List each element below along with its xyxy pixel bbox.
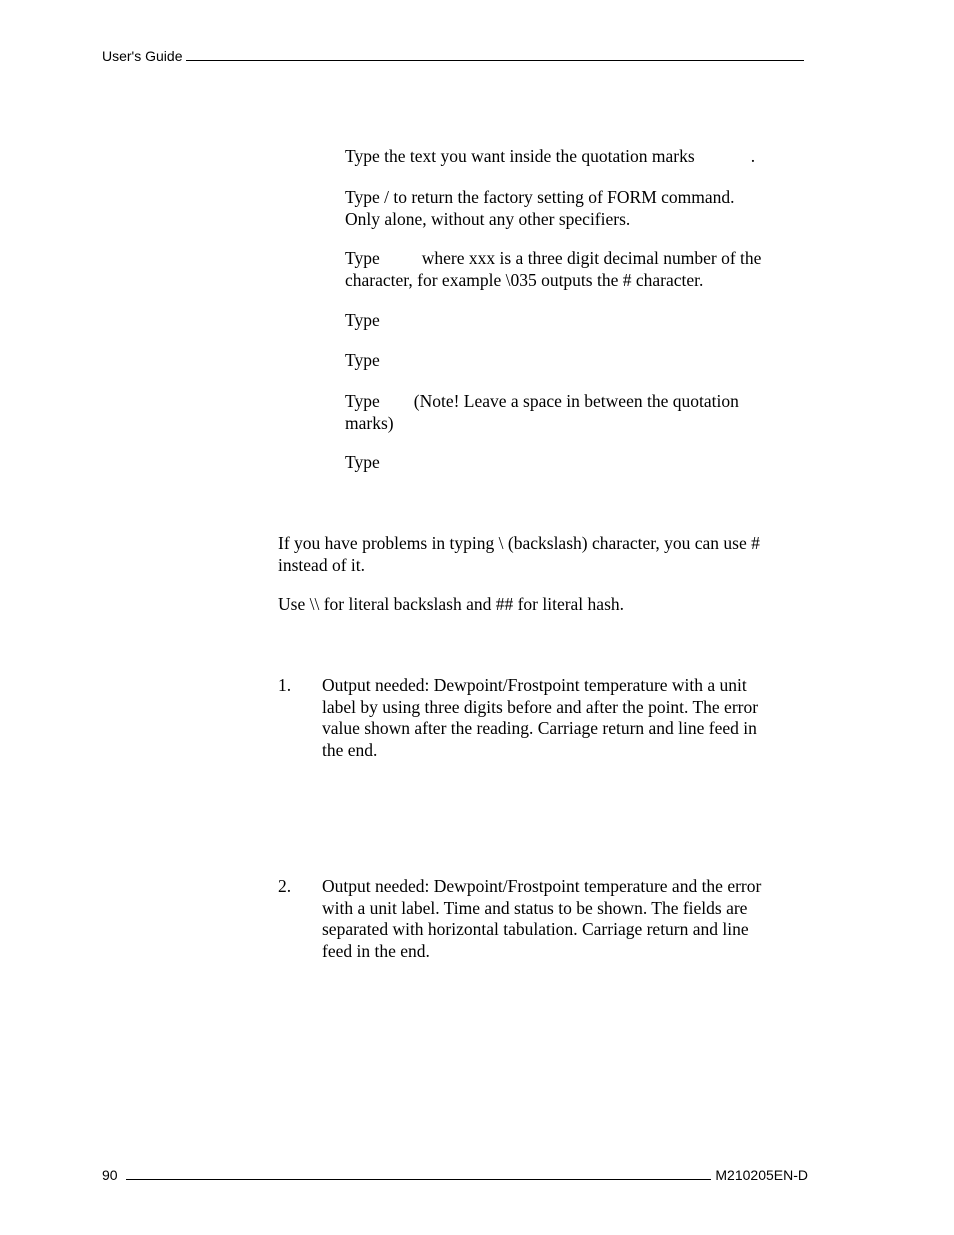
example-2-text <box>322 876 797 962</box>
type-instruction-3: Type <box>345 452 380 472</box>
document-code: M210205EN-D <box>715 1167 808 1183</box>
page-footer <box>102 1167 808 1183</box>
space-rest: (Note! Leave a space in between the quotation <box>413 391 739 411</box>
backslash-note-line-1: If you have problems in typing \ (backslash) character, you can use # <box>278 533 760 553</box>
text-instruction-prefix: Type the text you want inside the quotation marks <box>345 146 695 166</box>
space-line-2: marks) <box>345 412 394 433</box>
text-instruction-suffix: . <box>750 146 756 166</box>
example-1-line: Output needed: Dewpoint/Frostpoint temperature with a unit <box>322 675 747 695</box>
space-prefix: Type <box>345 391 380 411</box>
decimal-instruction <box>345 248 795 291</box>
example-1-line: value shown after the reading. Carriage return and line feed in <box>322 718 757 738</box>
header-rule <box>186 59 804 61</box>
example-2-line: with a unit label. Time and status to be shown. The fields are <box>322 897 748 918</box>
footer-rule <box>126 1178 712 1180</box>
decimal-rest: where xxx is a three digit decimal number of the <box>421 248 762 268</box>
example-2-line: feed in the end. <box>322 940 430 961</box>
example-1-text <box>322 675 797 761</box>
reset-instruction <box>345 187 795 230</box>
backslash-note-line-2: instead of it. <box>278 554 365 575</box>
page-number: 90 <box>102 1167 118 1183</box>
reset-line-1: Type / to return the factory setting of FORM command. <box>345 187 735 207</box>
example-1-line: label by using three digits before and after the point. The error <box>322 696 759 717</box>
example-2-line: separated with horizontal tabulation. Carriage return and line <box>322 919 749 939</box>
header-title: User's Guide <box>102 48 183 64</box>
type-instruction-1: Type <box>345 310 380 330</box>
example-1-number: 1. <box>278 675 292 695</box>
example-2-line: Output needed: Dewpoint/Frostpoint temperature and the error <box>322 876 762 896</box>
type-instruction-2: Type <box>345 350 380 370</box>
text-instruction <box>345 146 795 168</box>
page-header <box>102 48 804 64</box>
decimal-line-2: character, for example \035 outputs the # character. <box>345 269 704 290</box>
literal-note: Use \\ for literal backslash and ## for literal hash. <box>278 594 625 614</box>
backslash-note <box>278 533 798 576</box>
space-instruction <box>345 391 795 434</box>
decimal-prefix: Type <box>345 248 380 268</box>
example-2-number: 2. <box>278 876 292 896</box>
example-1-line: the end. <box>322 739 378 760</box>
reset-line-2: Only alone, without any other specifiers. <box>345 208 631 229</box>
